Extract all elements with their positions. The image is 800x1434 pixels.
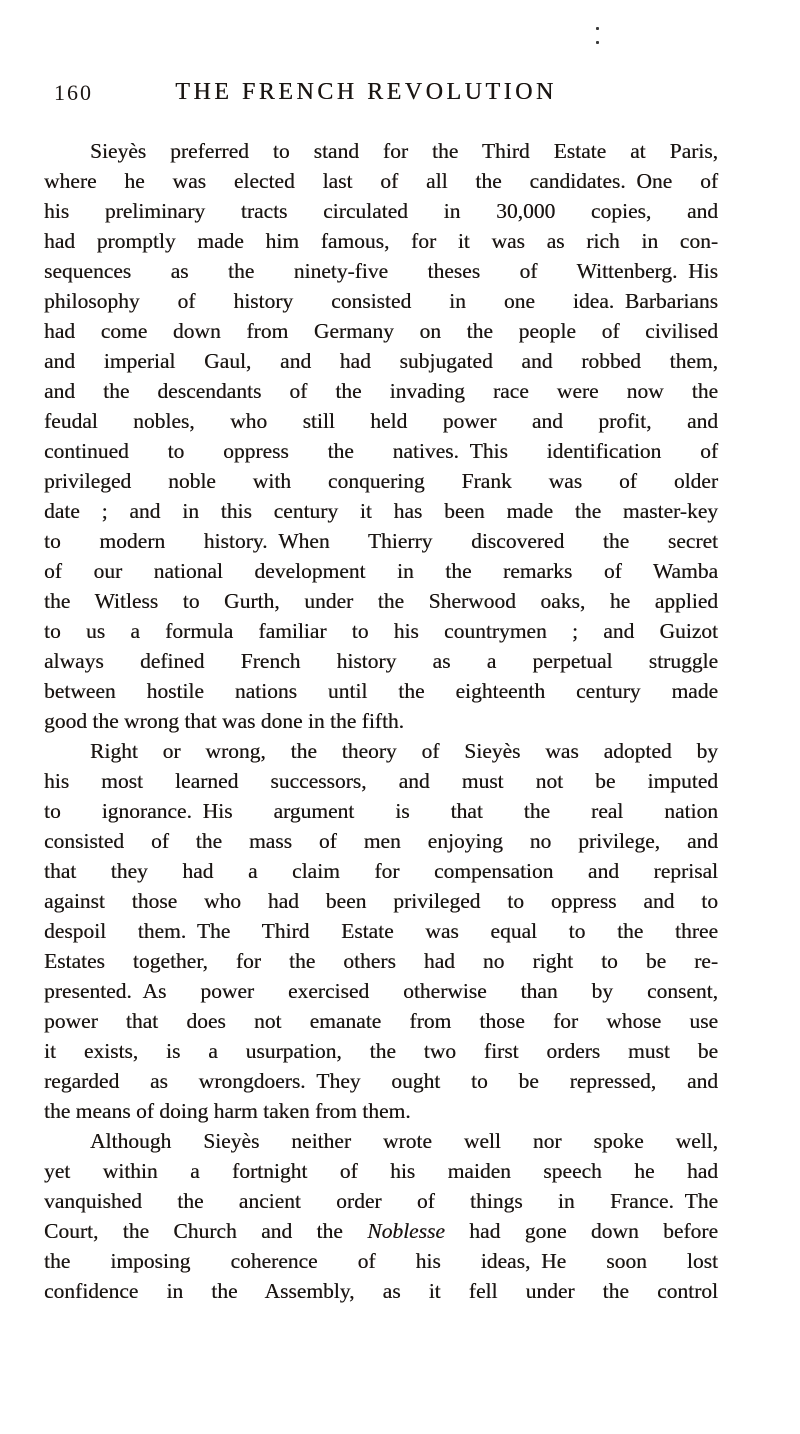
text-line: feudal nobles, who still held power and profit, and xyxy=(44,409,718,433)
scan-speck-mark xyxy=(596,27,600,45)
text-line: philosophy of history consisted in one idea. Barbarians xyxy=(44,289,718,313)
text-line: Although Sieyès neither wrote well nor spoke well, xyxy=(90,1129,718,1153)
text-segment: had gone down before xyxy=(444,1219,718,1243)
text-segment: Court, the Church and the xyxy=(44,1219,368,1243)
text-line: regarded as wrongdoers. They ought to be repressed, and xyxy=(44,1069,718,1093)
text-line: against those who had been privileged to oppress and to xyxy=(44,889,718,913)
text-line: privileged noble with conquering Frank was of older xyxy=(44,469,718,493)
text-line: had promptly made him famous, for it was as rich in con- xyxy=(44,229,718,253)
text-line: his most learned successors, and must not be imputed xyxy=(44,769,718,793)
text-line: to modern history. When Thierry discovered the secret xyxy=(44,529,718,553)
paragraph xyxy=(44,1126,718,1306)
italic-text: Noblesse xyxy=(367,1219,445,1243)
speck-dot xyxy=(596,41,599,44)
text-line: good the wrong that was done in the fifth. xyxy=(44,709,405,733)
page-number: 160 xyxy=(54,80,93,105)
text-line: always defined French history as a perpetual struggle xyxy=(44,649,718,673)
text-line: between hostile nations until the eighteenth century made xyxy=(44,679,718,703)
text-line: vanquished the ancient order of things in France. The xyxy=(44,1189,718,1213)
text-line: yet within a fortnight of his maiden speech he had xyxy=(44,1159,718,1183)
text-line: that they had a claim for compensation and reprisal xyxy=(44,859,718,883)
text-line: power that does not emanate from those for whose use xyxy=(44,1009,718,1033)
text-line: despoil them. The Third Estate was equal to the three xyxy=(44,919,718,943)
running-header xyxy=(44,80,718,110)
text-line: where he was elected last of all the candidates. One of xyxy=(44,169,718,193)
text-line: Sieyès preferred to stand for the Third Estate at Paris, xyxy=(90,139,718,163)
text-line xyxy=(44,1216,718,1246)
text-line: had come down from Germany on the people of civilised xyxy=(44,319,718,343)
text-line: Estates together, for the others had no right to be re- xyxy=(44,949,718,973)
text-line: consisted of the mass of men enjoying no privilege, and xyxy=(44,829,718,853)
text-line: his preliminary tracts circulated in 30,000 copies, and xyxy=(44,199,718,223)
text-line: to us a formula familiar to his countrymen ; and Guizot xyxy=(44,619,718,643)
text-line: of our national development in the remarks of Wamba xyxy=(44,559,718,583)
paragraph xyxy=(44,136,718,736)
text-line: the means of doing harm taken from them. xyxy=(44,1099,411,1123)
text-line: continued to oppress the natives. This identification of xyxy=(44,439,718,463)
text-line: and imperial Gaul, and had subjugated and robbed them, xyxy=(44,349,718,373)
text-line: the Witless to Gurth, under the Sherwood oaks, he applied xyxy=(44,589,718,613)
text-line: sequences as the ninety-five theses of Wittenberg. His xyxy=(44,259,718,283)
text-line: date ; and in this century it has been made the master-key xyxy=(44,499,718,523)
running-title: THE FRENCH REVOLUTION xyxy=(175,79,557,105)
text-line: presented. As power exercised otherwise than by consent, xyxy=(44,979,718,1003)
text-line: to ignorance. His argument is that the real nation xyxy=(44,799,718,823)
paragraph xyxy=(44,736,718,1126)
page-body xyxy=(44,136,718,1306)
text-line: confidence in the Assembly, as it fell under the control xyxy=(44,1279,718,1303)
text-line: the imposing coherence of his ideas, He soon lost xyxy=(44,1249,718,1273)
text-line: and the descendants of the invading race were now the xyxy=(44,379,718,403)
text-line: it exists, is a usurpation, the two first orders must be xyxy=(44,1039,718,1063)
speck-dot xyxy=(596,27,599,30)
text-line: Right or wrong, the theory of Sieyès was adopted by xyxy=(90,739,718,763)
